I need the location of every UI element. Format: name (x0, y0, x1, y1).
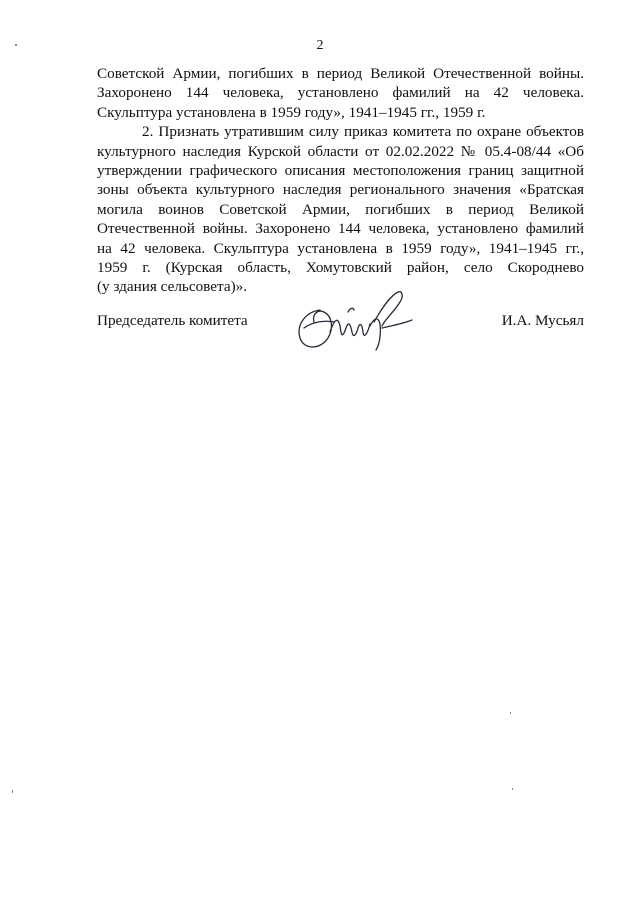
page-number: 2 (316, 38, 324, 53)
body-line: Советской Армии, погибших в период Великой Отечественной войны. (97, 65, 584, 82)
body-line: утверждении графического описания местоположения границ защитной (97, 161, 584, 179)
body-line: могила воинов Советской Армии, погибших в период Великой (97, 200, 584, 218)
body-line: на 42 человека. Скульптура установлена в 1959 году», 1941–1945 гг., (97, 239, 584, 257)
body-line: Отечественной войны. Захоронено 144 человека, установлено фамилий (97, 220, 584, 238)
scan-speck (512, 788, 513, 790)
scan-speck (15, 44, 17, 46)
document-body (97, 64, 584, 297)
scan-speck (12, 790, 13, 793)
body-line: Захоронено 144 человека, установлено фамилий на 42 человека. (97, 84, 584, 102)
handwritten-signature (290, 288, 420, 360)
scan-speck (510, 712, 511, 714)
paragraph-2-first-line: 2. Признать утратившим силу приказ комитета по охране объектов (142, 123, 584, 141)
body-line: культурного наследия Курской области от 02.02.2022 № 05.4-08/44 «Об (97, 142, 584, 160)
body-line: 1959 г. (Курская область, Хомутовский район, село Скороднево (97, 258, 584, 276)
signatory-position: Председатель комитета (97, 312, 248, 329)
signatory-name: И.А. Мусьял (501, 312, 584, 329)
body-line: зоны объекта культурного наследия регионального значения «Братская (97, 181, 584, 199)
body-line: Скульптура установлена в 1959 году», 1941–1945 гг., 1959 г. (97, 103, 486, 121)
body-line: (у здания сельсовета)». (97, 278, 248, 296)
